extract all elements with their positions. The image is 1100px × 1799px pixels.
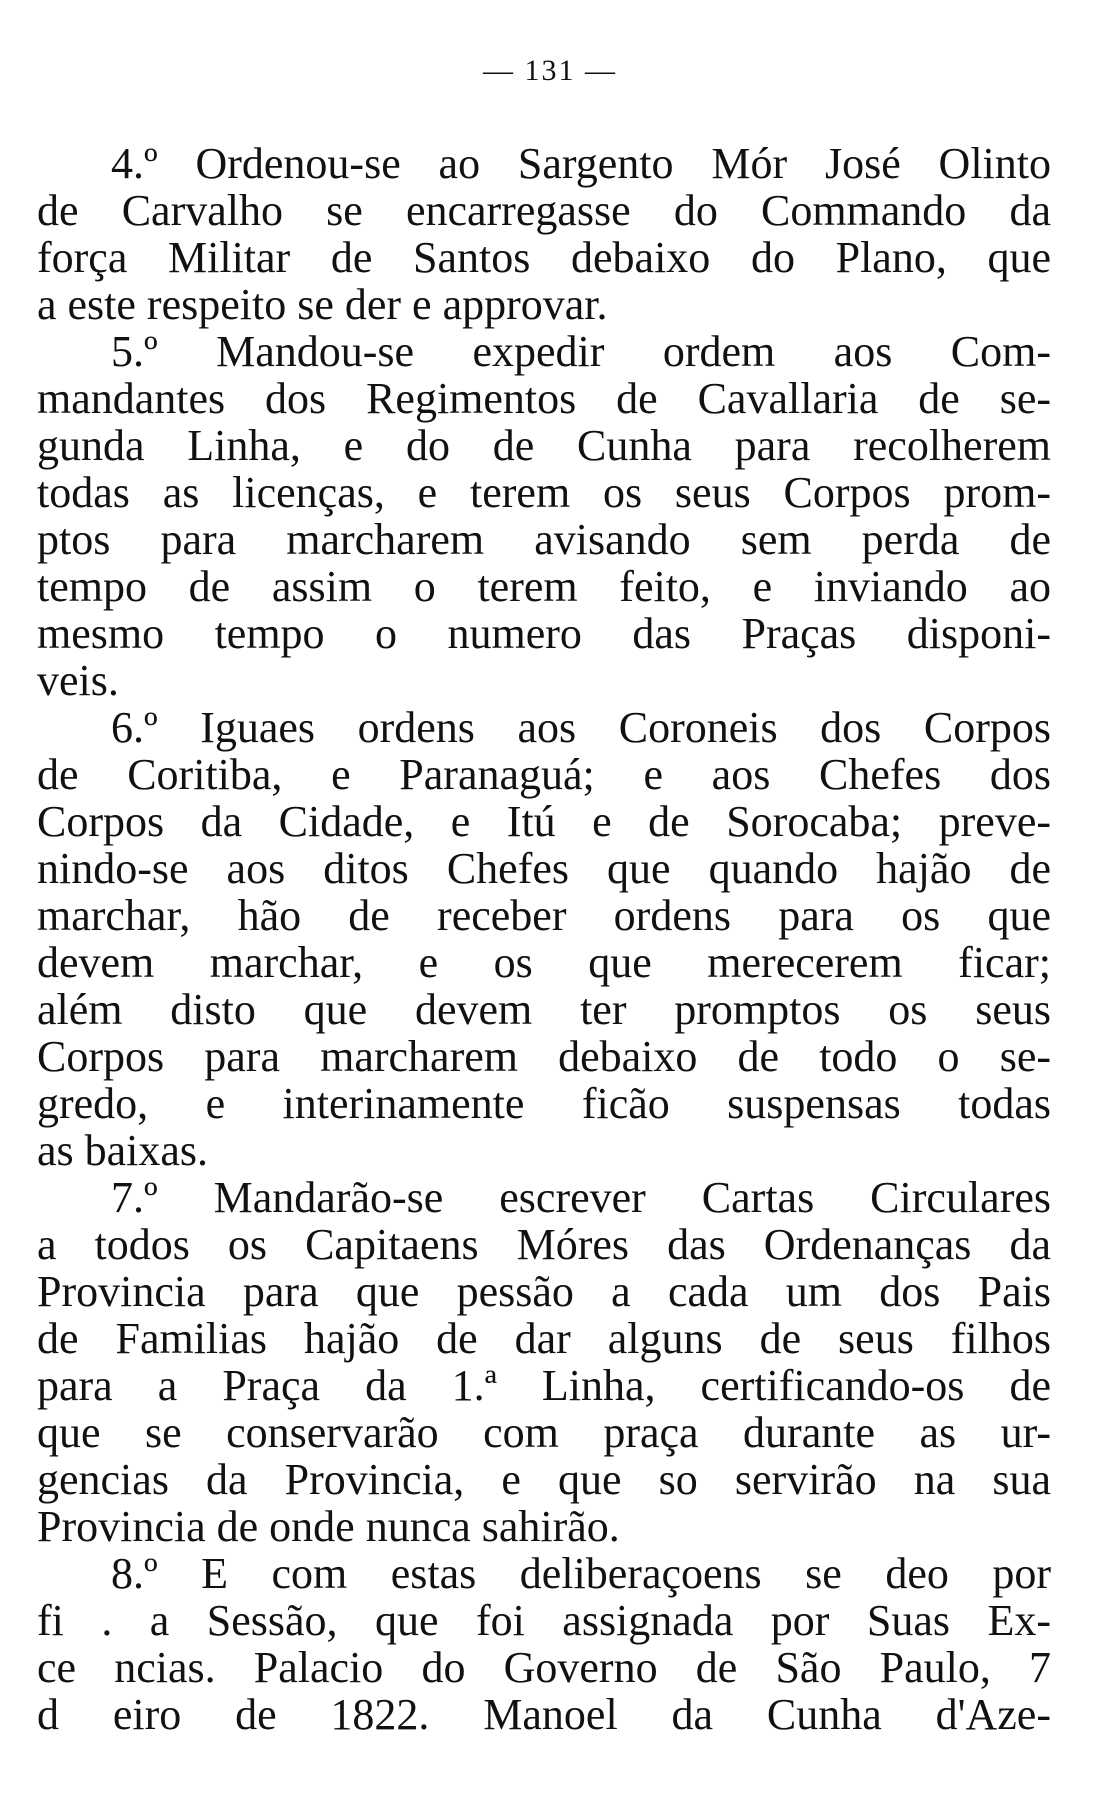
text-line: 5.º Mandou-se expedir ordem aos Com- xyxy=(111,327,1051,376)
text-line: devem marchar, e os que merecerem ficar; xyxy=(37,938,1051,987)
text-line: 7.º Mandarão-se escrever Cartas Circulares xyxy=(111,1173,1051,1222)
text-line: Provincia para que pessão a cada um dos Pais xyxy=(37,1267,1051,1316)
text-line: 4.º Ordenou-se ao Sargento Mór José Olinto xyxy=(111,139,1051,188)
text-line: além disto que devem ter promptos os seus xyxy=(37,985,1051,1034)
text-line: ce ncias. Palacio do Governo de São Paulo, 7 xyxy=(37,1643,1051,1692)
text-line: de Coritiba, e Paranaguá; e aos Chefes dos xyxy=(37,750,1051,799)
text-line: mandantes dos Regimentos de Cavallaria de se- xyxy=(37,374,1051,423)
text-line: Corpos para marcharem debaixo de todo o se- xyxy=(37,1032,1051,1081)
text-line: mesmo tempo o numero das Praças disponi- xyxy=(37,609,1051,658)
text-line: 8.º E com estas deliberaçoens se deo por xyxy=(111,1549,1051,1598)
text-line: d eiro de 1822. Manoel da Cunha d'Aze- xyxy=(37,1690,1051,1739)
text-line: gencias da Provincia, e que so servirão na sua xyxy=(37,1455,1051,1504)
text-line: nindo-se aos ditos Chefes que quando hajão de xyxy=(37,844,1051,893)
text-line: de Carvalho se encarregasse do Commando da xyxy=(37,186,1051,235)
text-line: força Militar de Santos debaixo do Plano, que xyxy=(37,233,1051,282)
text-line: de Familias hajão de dar alguns de seus filhos xyxy=(37,1314,1051,1363)
page-number: — 131 — xyxy=(483,54,617,87)
text-line: marchar, hão de receber ordens para os que xyxy=(37,891,1051,940)
text-line: 6.º Iguaes ordens aos Coroneis dos Corpos xyxy=(111,703,1051,752)
text-line: fi . a Sessão, que foi assignada por Suas Ex- xyxy=(37,1596,1051,1645)
text-line: Corpos da Cidade, e Itú e de Sorocaba; preve- xyxy=(37,797,1051,846)
text-line: a todos os Capitaens Móres das Ordenanças da xyxy=(37,1220,1051,1269)
text-line: ptos para marcharem avisando sem perda de xyxy=(37,515,1051,564)
text-line: para a Praça da 1.ª Linha, certificando-os de xyxy=(37,1361,1051,1410)
text-line: as baixas. xyxy=(37,1126,209,1175)
text-line: a este respeito se der e approvar. xyxy=(37,280,608,329)
text-line: Provincia de onde nunca sahirão. xyxy=(37,1502,620,1551)
text-line: tempo de assim o terem feito, e inviando ao xyxy=(37,562,1051,611)
text-line: gredo, e interinamente ficão suspensas todas xyxy=(37,1079,1051,1128)
text-line: gunda Linha, e do de Cunha para recolherem xyxy=(37,421,1051,470)
text-line: todas as licenças, e terem os seus Corpos prom- xyxy=(37,468,1051,517)
body-text xyxy=(37,140,1051,1738)
text-line: que se conservarão com praça durante as ur- xyxy=(37,1408,1051,1457)
text-line: veis. xyxy=(37,656,119,705)
